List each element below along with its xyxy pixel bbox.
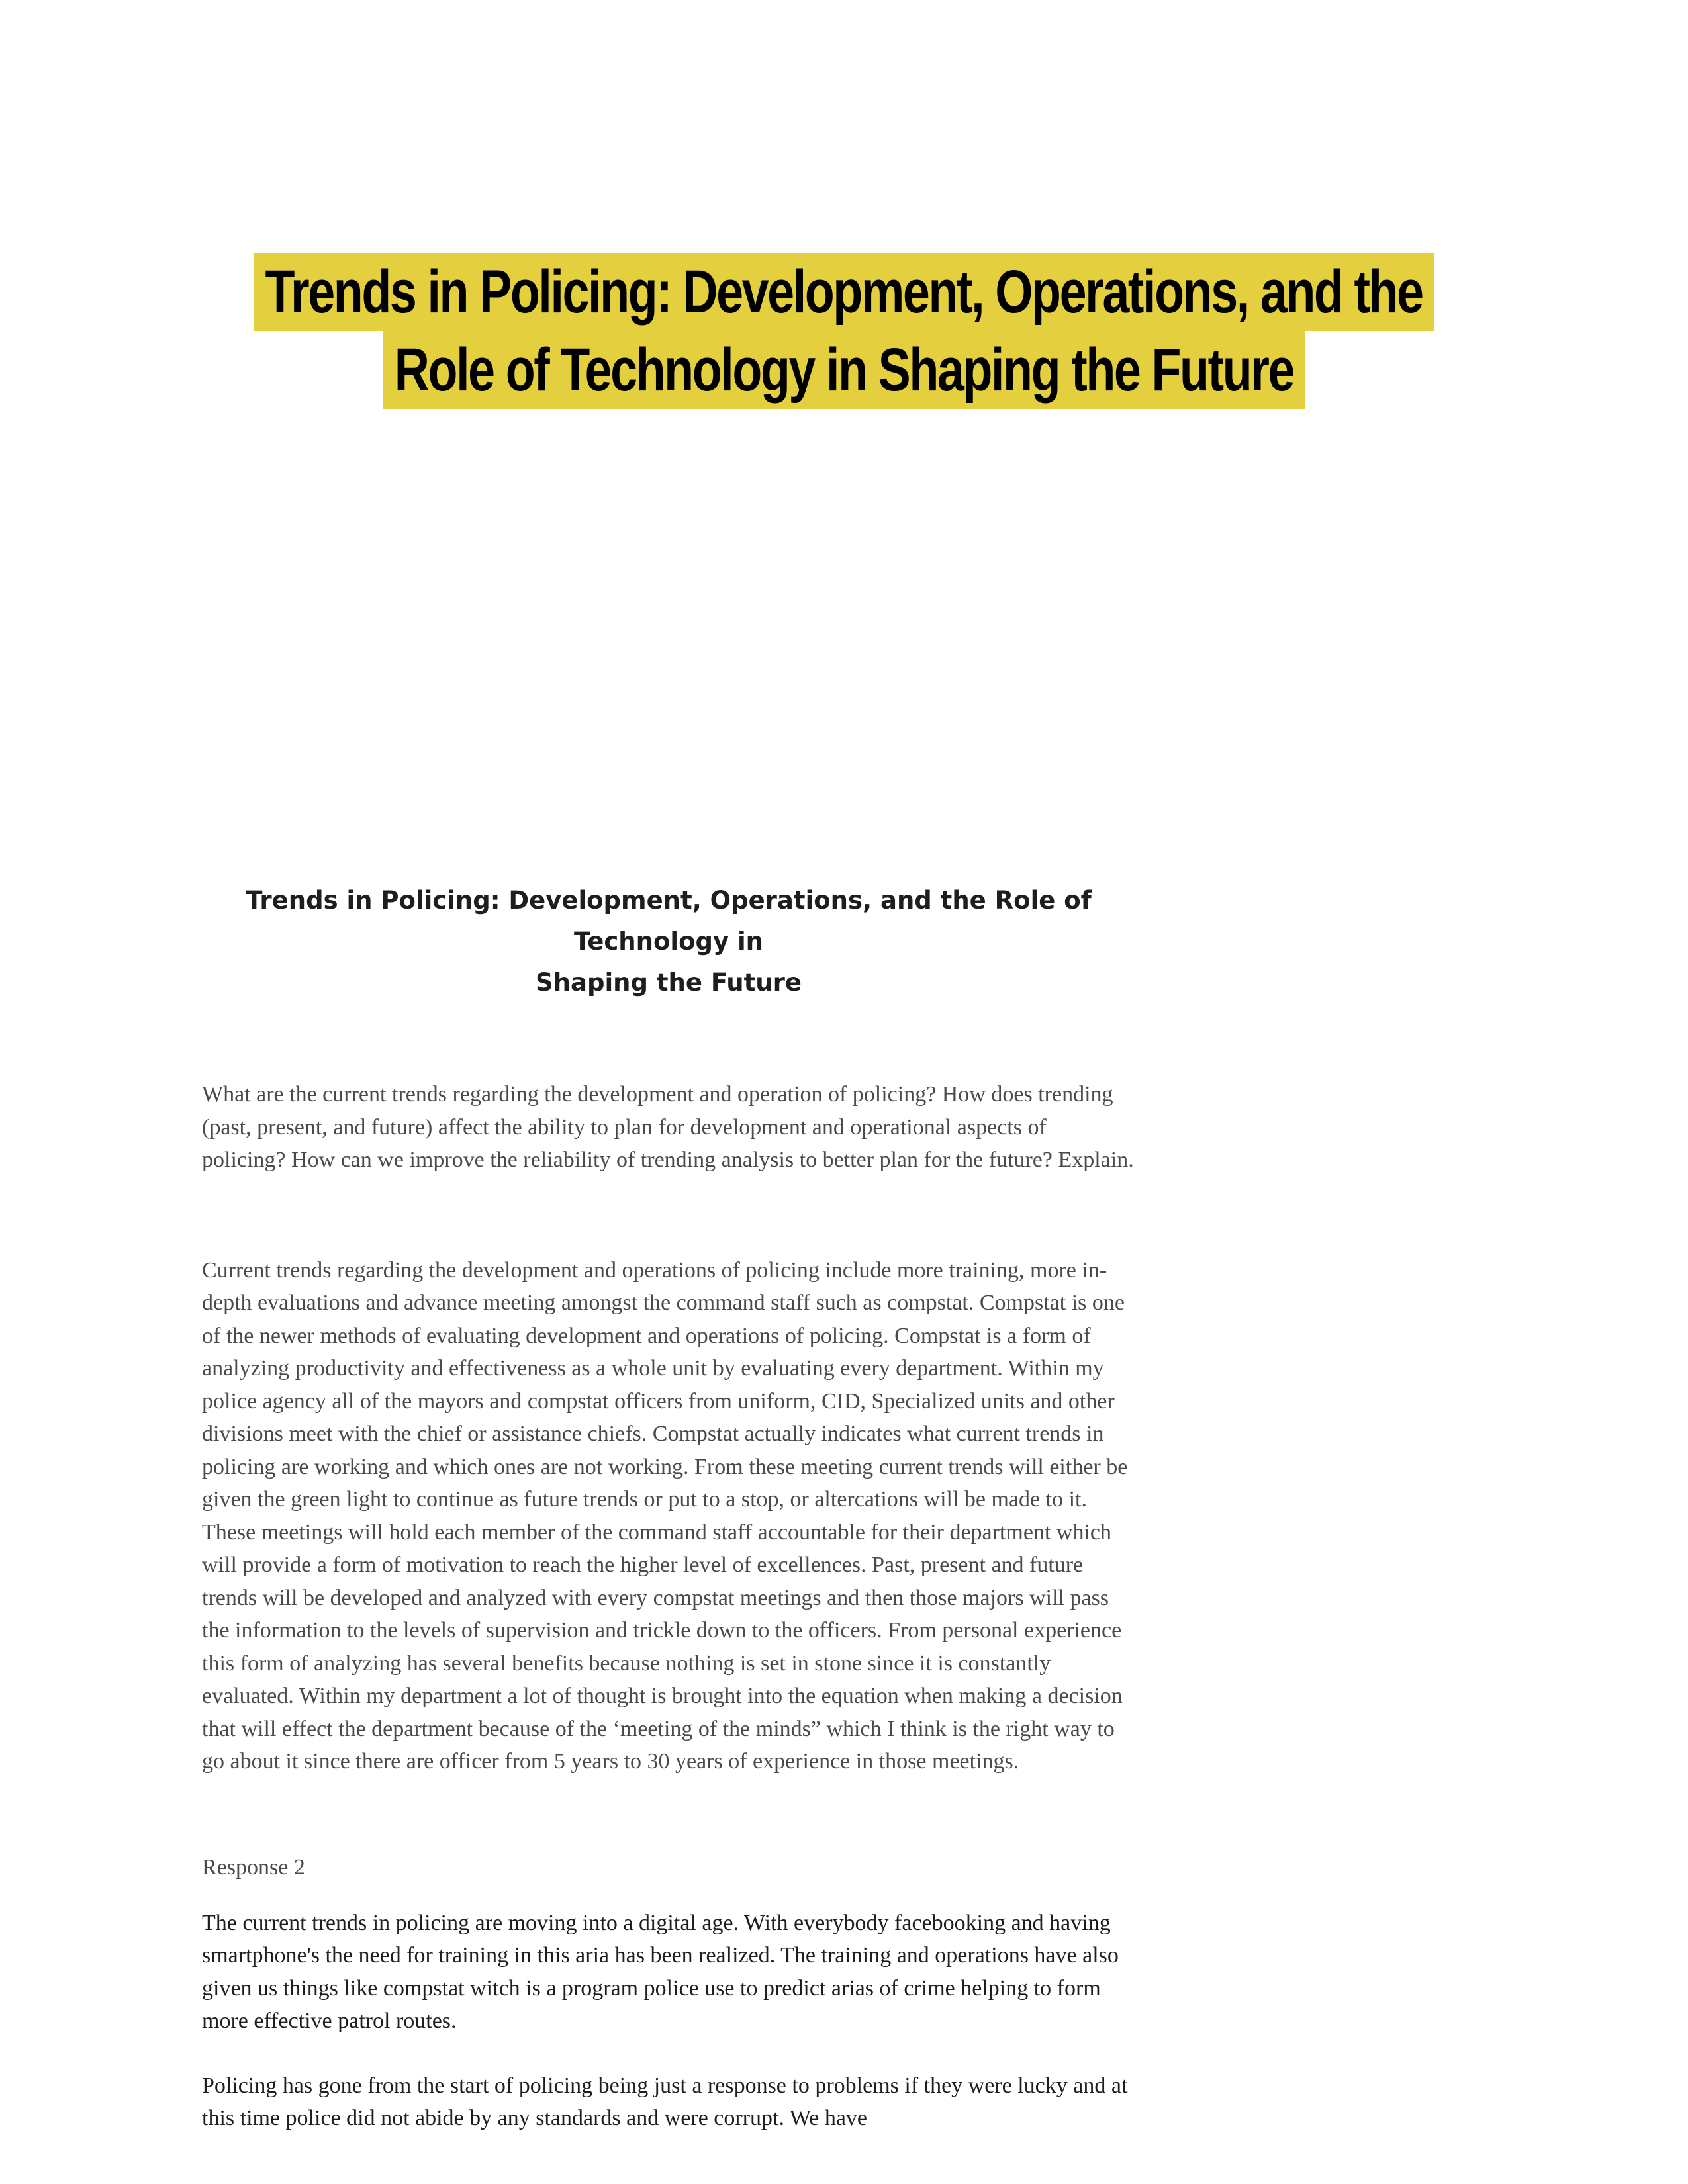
banner-row-2 bbox=[0, 331, 1688, 409]
highlighted-title-banner bbox=[0, 253, 1688, 409]
banner-row-1 bbox=[0, 253, 1688, 331]
response-2-continuation-paragraph: Policing has gone from the start of policing being just a response to problems if they were lucky and at this time police did not abide by any standards and were corrupt. We have bbox=[202, 2073, 1128, 2130]
document-title-line-2: Shaping the Future bbox=[536, 968, 802, 997]
document-title-line-1: Trends in Policing: Development, Operations, and the Role of Technology in bbox=[246, 886, 1092, 956]
response-1-paragraph: Current trends regarding the development and operations of policing include more training, more in-depth evaluations and advance meeting amongst the command staff such as compstat. Compstat is one of the newer methods of evaluating development and operations of policing. Compstat is a form of analyzing productivity and effectiveness as a whole unit by evaluating every department. Within my police agency all of the mayors and compstat officers from uniform, CID, Specialized units and other divisions meet with the chief or assistance chiefs. Compstat actually indicates what current trends in policing are working and which ones are not working. From these meeting current trends will either be given the green light to continue as future trends or put to a stop, or altercations will be made to it. These meetings will hold each member of the command staff accountable for their department which will provide a form of motivation to reach the higher level of excellences. Past, present and future trends will be developed and analyzed with every compstat meetings and then those majors will pass the information to the levels of supervision and trickle down to the officers. From personal experience this form of analyzing has several benefits because nothing is set in stone since it is constantly evaluated. Within my department a lot of thought is brought into the equation when making a decision that will effect the department because of the ‘meeting of the minds” which I think is the right way to go about it since there are officer from 5 years to 30 years of experience in those meetings. bbox=[202, 1257, 1128, 1774]
banner-title-line-2: Role of Technology in Shaping the Future bbox=[383, 331, 1305, 409]
response-2-label: Response 2 bbox=[202, 1854, 305, 1880]
question-paragraph: What are the current trends regarding the development and operation of policing? How does trending (past, present, and future) affect the ability to plan for development and operational aspects of policing? How can we improve the reliability of trending analysis to better plan for the future? Explain. bbox=[202, 1082, 1134, 1172]
response-2-paragraph: The current trends in policing are moving into a digital age. With everybody facebooking and having smartphone's the need for training in this aria has been realized. The training and operations have also given us things like compstat witch is a program police use to predict arias of crime helping to form more effective patrol routes. bbox=[202, 1910, 1119, 2033]
banner-title-line-1: Trends in Policing: Development, Operations, and the bbox=[254, 253, 1434, 331]
document-title bbox=[202, 880, 1135, 1003]
document-page bbox=[202, 880, 1135, 2135]
